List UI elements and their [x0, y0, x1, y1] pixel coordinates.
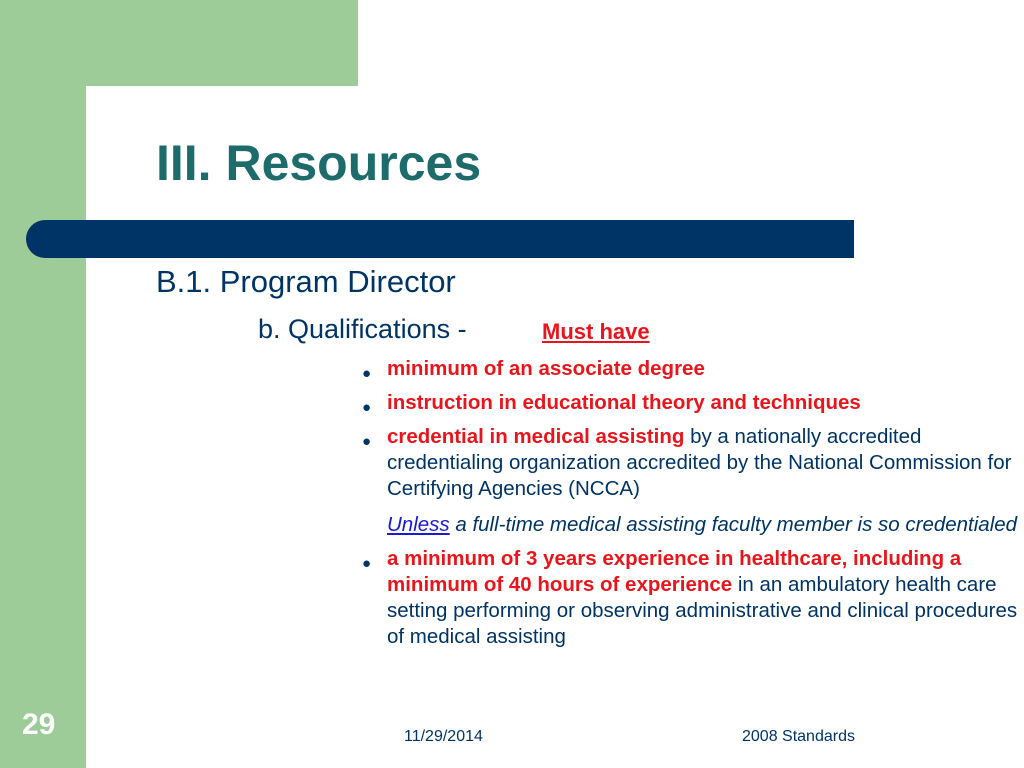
list-item: [361, 424, 1021, 538]
bullet-text: in an ambulatory health care setting performing or observing administrative and clinical procedures of medical assisting: [387, 573, 1018, 648]
unless-note: [387, 512, 1021, 538]
unless-link[interactable]: Unless: [387, 513, 450, 536]
unless-note-text: a full-time medical assisting faculty member is so credentialed: [449, 513, 1018, 536]
bullet-icon: ●: [362, 433, 372, 450]
bullet-emphasis: instruction in educational theory and techniques: [387, 391, 861, 414]
list-item: [361, 546, 1021, 650]
bullet-icon: ●: [362, 555, 372, 572]
bullet-icon: ●: [362, 399, 372, 416]
bullet-text: by a nationally accredited credentialing organization accredited by the National Commission for Certifying Agencies (NCCA): [387, 425, 1012, 500]
bullet-emphasis: a minimum of 3 years experience in healthcare, including a minimum of 40 hours of experience: [387, 547, 962, 596]
subheading: B.1. Program Director: [156, 264, 456, 299]
bullet-emphasis: minimum of an associate degree: [387, 357, 705, 380]
slide-title: III. Resources: [156, 135, 482, 191]
bullet-icon: ●: [362, 365, 372, 382]
must-have-label: Must have: [542, 319, 650, 344]
footer-date: 11/29/2014: [404, 728, 483, 745]
list-item: [361, 390, 1021, 416]
green-left-stripe: [0, 0, 86, 768]
slide-number: 29: [22, 708, 56, 741]
footer-label: 2008 Standards: [742, 728, 855, 745]
qualification-list: [361, 356, 1021, 650]
title-underline-bar: [26, 220, 854, 258]
list-item: [361, 356, 1021, 382]
qualifications-label: b. Qualifications -: [258, 314, 467, 344]
bullet-emphasis: credential in medical assisting: [387, 425, 685, 448]
